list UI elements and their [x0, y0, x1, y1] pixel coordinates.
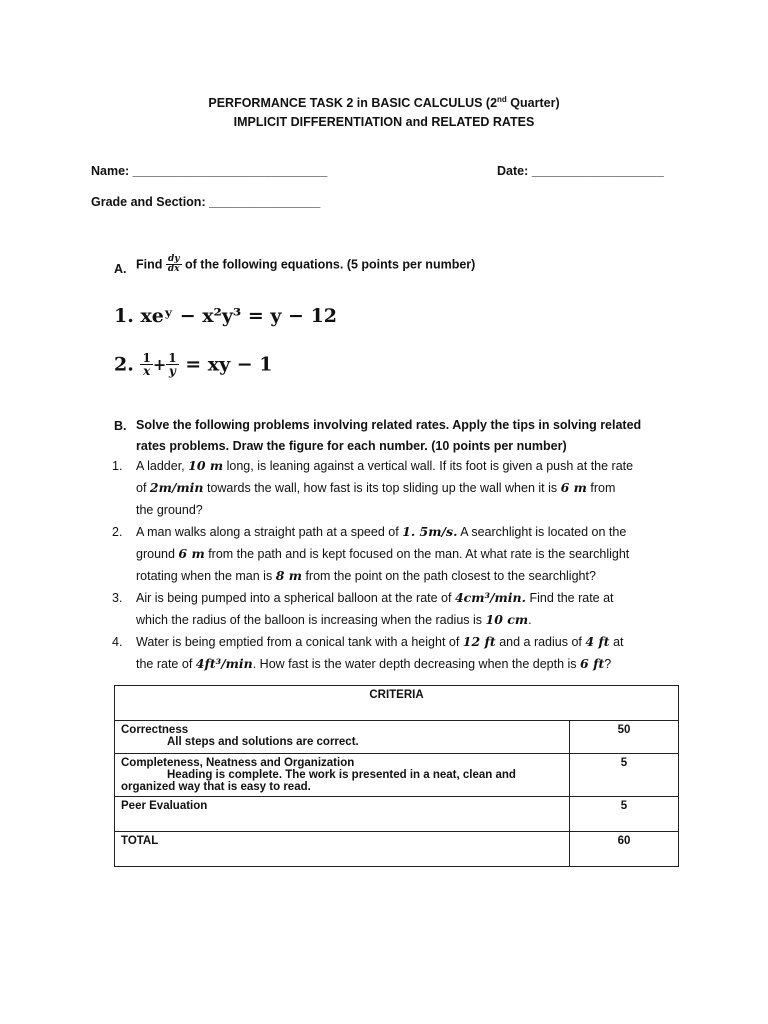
date-field: Date: ___________________ — [497, 164, 664, 178]
problem-2-line-1: A man walks along a straight path at a speed of 1. 5m/s. A searchlight is located on the — [136, 524, 627, 539]
name-field: Name: ____________________________ — [91, 164, 328, 178]
part-b-letter: B. — [114, 419, 127, 433]
problem-1-number: 1. — [112, 459, 123, 473]
problem-1-line-2: of 2m/min towards the wall, how fast is its top sliding up the wall when it is 6 m from — [136, 480, 616, 495]
page-title: PERFORMANCE TASK 2 in BASIC CALCULUS (2nd Quarter) — [208, 95, 560, 111]
criteria-header-row — [115, 686, 679, 721]
table-row — [115, 754, 679, 797]
criteria-cell: Completeness, Neatness and Organization Heading is complete. The work is presented in a neat, clean and organized way that is easy to read. — [115, 754, 570, 797]
equation-1: 1. xeʸ − x²y³ = y − 12 — [114, 305, 338, 327]
problem-1-line-1: A ladder, 10 m long, is leaning against a vertical wall. If its foot is given a push at the rate — [136, 458, 634, 473]
points-cell: 60 — [570, 832, 679, 867]
criteria-cell: Correctness All steps and solutions are correct. — [115, 721, 570, 754]
points-cell: 50 — [570, 721, 679, 754]
part-a-letter: A. — [114, 262, 127, 276]
points-cell: 5 — [570, 797, 679, 832]
criteria-header: CRITERIA — [115, 686, 679, 721]
fraction-one-over-y: $\frac{1}{y}$ — [168, 351, 177, 378]
problem-2-line-2: ground 6 m from the path and is kept focused on the man. At what rate is the searchlight — [136, 546, 630, 561]
dy-dx-fraction: $\frac{dy}{dx}$ — [167, 254, 180, 274]
points-cell: 5 — [570, 754, 679, 797]
table-row — [115, 721, 679, 754]
table-row — [115, 797, 679, 832]
part-a-instruction: Find $\frac{dy}{dx}$ of the following equations. (5 points per number) — [136, 254, 476, 274]
criteria-cell: TOTAL — [115, 832, 570, 867]
criteria-table — [114, 685, 679, 867]
fraction-one-over-x: $\frac{1}{x}$ — [142, 351, 151, 378]
part-b-instruction-2: rates problems. Draw the figure for each number. (10 points per number) — [136, 439, 567, 453]
part-b-instruction-1: Solve the following problems involving related rates. Apply the tips in solving related — [136, 418, 642, 432]
problem-2-line-3: rotating when the man is 8 m from the point on the path closest to the searchlight? — [136, 568, 596, 583]
problem-1-line-3: the ground? — [136, 503, 203, 517]
criteria-cell: Peer Evaluation — [115, 797, 570, 832]
problem-3-line-2: which the radius of the balloon is increasing when the radius is 10 cm. — [136, 612, 532, 627]
problem-3-number: 3. — [112, 591, 123, 605]
problem-4-line-2: the rate of 4ft³/min. How fast is the water depth decreasing when the depth is 6 ft? — [136, 656, 612, 671]
problem-4-line-1: Water is being emptied from a conical tank with a height of 12 ft and a radius of 4 ft at — [136, 634, 624, 649]
problem-4-number: 4. — [112, 635, 123, 649]
table-row — [115, 832, 679, 867]
grade-section-field: Grade and Section: ________________ — [91, 195, 321, 209]
problem-2-number: 2. — [112, 525, 123, 539]
page-subtitle: IMPLICIT DIFFERENTIATION and RELATED RATES — [233, 115, 535, 129]
equation-2: 2. $\frac{1}{x}$ + $\frac{1}{y}$ = xy − 1 — [114, 351, 273, 378]
problem-3-line-1: Air is being pumped into a spherical balloon at the rate of 4cm³/min. Find the rate at — [136, 590, 614, 605]
